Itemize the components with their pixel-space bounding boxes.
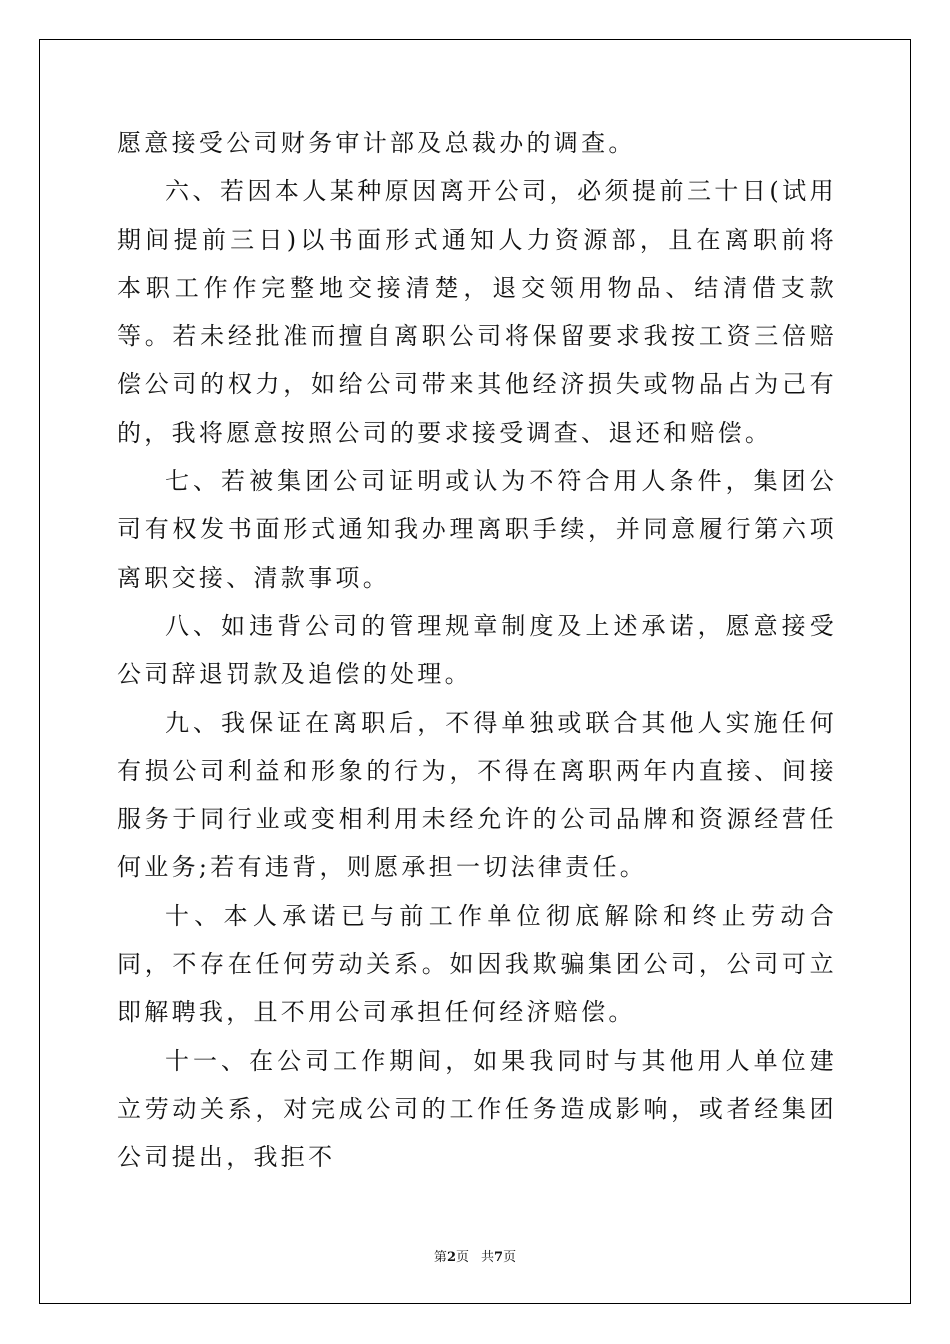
page-current: 2: [446, 1250, 456, 1265]
paragraph-2: 六、若因本人某种原因离开公司，必须提前三十日(试用期间提前三日)以书面形式通知人力资源部，且在离职前将本职工作作完整地交接清楚，退交领用物品、结清借支款等。若未经批准而擅自离职公司将保留要求我按工资三倍赔偿公司的权力，如给公司带来其他经济损失或物品占为己有的，我将愿意按照公司的要求接受调查、退还和赔偿。: [117, 177, 837, 447]
page-footer: [0, 1246, 950, 1265]
document-body: [117, 119, 837, 1182]
paragraph-5: 九、我保证在离职后，不得单独或联合其他人实施任何有损公司利益和形象的行为，不得在离职两年内直接、间接服务于同行业或变相利用未经允许的公司品牌和资源经营任何业务;若有违背，则愿承担一切法律责任。: [117, 708, 837, 882]
paragraph-1: 愿意接受公司财务审计部及总裁办的调查。: [117, 129, 636, 157]
page-total: 7: [494, 1250, 504, 1265]
total-prefix: 共: [481, 1250, 495, 1265]
paragraph-6: 十、本人承诺已与前工作单位彻底解除和终止劳动合同，不存在任何劳动关系。如因我欺骗集团公司，公司可立即解聘我，且不用公司承担任何经济赔偿。: [117, 901, 837, 1027]
paragraph-7: 十一、在公司工作期间，如果我同时与其他用人单位建立劳动关系，对完成公司的工作任务造成影响，或者经集团公司提出，我拒不: [117, 1046, 837, 1172]
paragraph-3: 七、若被集团公司证明或认为不符合用人条件，集团公司有权发书面形式通知我办理离职手续，并同意履行第六项离职交接、清款事项。: [117, 467, 837, 592]
page-suffix: 页: [455, 1250, 469, 1265]
page-prefix: 第: [433, 1250, 447, 1265]
total-suffix: 页: [503, 1250, 517, 1265]
paragraph-4: 八、如违背公司的管理规章制度及上述承诺，愿意接受公司辞退罚款及追偿的处理。: [117, 611, 837, 689]
